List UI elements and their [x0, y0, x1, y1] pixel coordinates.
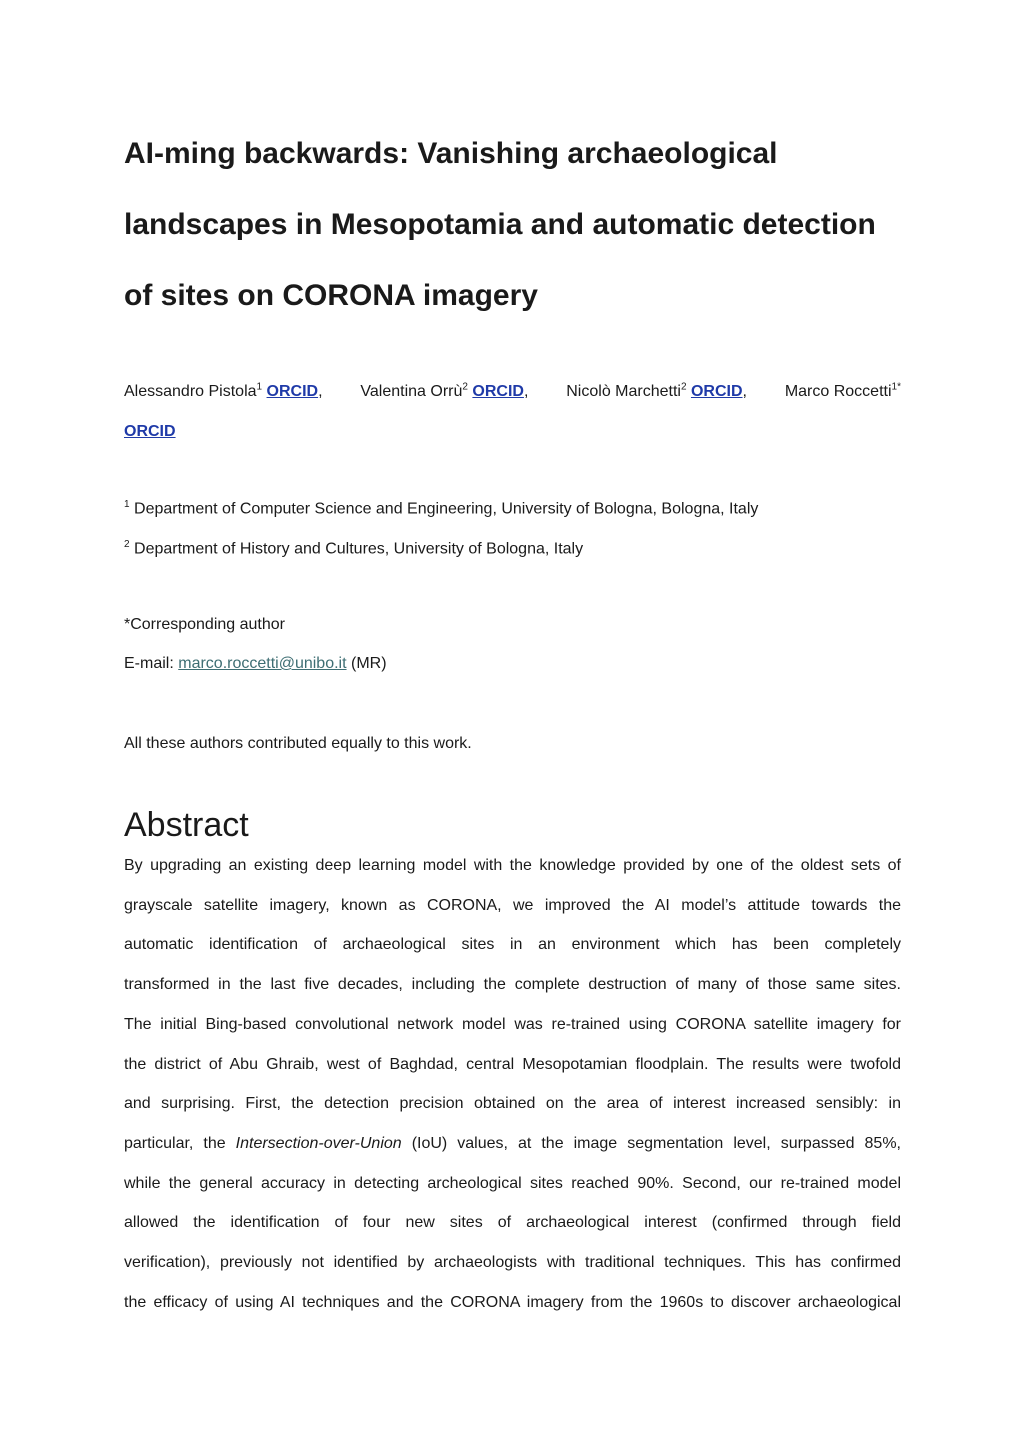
title-line-2: landscapes in Mesopotamia and automatic detection — [124, 208, 876, 241]
title-line-3: of sites on CORONA imagery — [124, 279, 538, 312]
abstract-italic-term: Intersection-over-Union — [235, 1134, 402, 1152]
author-name: Valentina Orrù — [360, 383, 463, 400]
abstract-body — [124, 846, 901, 1322]
author-line-1 — [124, 372, 901, 412]
author-separator: , — [318, 383, 323, 400]
author-4 — [785, 372, 901, 412]
abstract-line: transformed in the last five decades, including the complete destruction of many of those same sites. — [124, 976, 901, 994]
affiliation-sup: 1 — [124, 499, 130, 510]
author-affil-sup: 2 — [680, 381, 687, 393]
abstract-line: automatic identification of archaeological sites in an environment which has been completely — [124, 936, 901, 954]
abstract-text: particular, the — [124, 1134, 236, 1152]
abstract-line: the district of Abu Ghraib, west of Baghdad, central Mesopotamian floodplain. The results were twofold — [124, 1055, 901, 1073]
author-2 — [360, 372, 528, 412]
orcid-link[interactable]: ORCID — [266, 383, 319, 400]
abstract-line — [124, 1124, 901, 1164]
abstract-line: the efficacy of using AI techniques and the CORONA imagery from the 1960s to discover archaeological — [124, 1293, 901, 1311]
author-name: Nicolò Marchetti — [566, 383, 681, 400]
orcid-link[interactable]: ORCID — [690, 383, 743, 400]
author-3 — [566, 372, 747, 412]
abstract-line: The initial Bing-based convolutional network model was re-trained using CORONA satellite imagery for — [124, 1015, 901, 1033]
orcid-link[interactable]: ORCID — [124, 423, 176, 440]
email-suffix: (MR) — [346, 655, 387, 672]
title-line-1: AI-ming backwards: Vanishing archaeological — [124, 137, 778, 170]
abstract-line: grayscale satellite imagery, known as CORONA, we improved the AI model’s attitude towards the — [124, 896, 901, 914]
author-name: Marco Roccetti — [784, 383, 892, 400]
orcid-link[interactable]: ORCID — [472, 383, 524, 400]
author-affil-sup: 1 — [256, 381, 263, 393]
email-link[interactable]: marco.roccetti@unibo.it — [178, 655, 347, 672]
abstract-line: verification), previously not identified by archaeologists with traditional techniques. This has confirmed — [124, 1254, 901, 1272]
author-separator: , — [742, 383, 747, 400]
contribution-note: All these authors contributed equally to this work. — [124, 735, 472, 752]
author-affil-sup: 1* — [891, 381, 901, 393]
author-1 — [124, 372, 323, 412]
email-prefix: E-mail: — [124, 655, 179, 672]
email-line — [124, 654, 387, 674]
abstract-heading: Abstract — [124, 806, 249, 844]
corresponding-author-label: *Corresponding author — [124, 616, 285, 633]
affiliation-text: Department of Computer Science and Engineering, University of Bologna, Bologna, Italy — [134, 500, 759, 518]
author-list — [124, 372, 901, 452]
affiliation-sup: 2 — [124, 539, 130, 550]
abstract-line: allowed the identification of four new sites of archaeological interest (confirmed through field — [124, 1214, 901, 1232]
affiliation-2 — [124, 535, 583, 559]
author-name: Alessandro Pistola — [124, 383, 257, 400]
affiliation-text: Department of History and Cultures, University of Bologna, Italy — [134, 540, 584, 558]
abstract-text: (IoU) values, at the image segmentation level, surpassed 85%, — [401, 1134, 901, 1152]
abstract-line: and surprising. First, the detection precision obtained on the area of interest increased sensibly: in — [124, 1095, 901, 1113]
author-line-2 — [124, 412, 901, 452]
paper-title — [124, 118, 924, 331]
affiliation-1 — [124, 495, 758, 519]
abstract-line: while the general accuracy in detecting archeological sites reached 90%. Second, our re-trained model — [124, 1174, 901, 1192]
abstract-line: By upgrading an existing deep learning model with the knowledge provided by one of the oldest sets of — [124, 857, 901, 874]
author-separator: , — [523, 383, 529, 400]
author-affil-sup: 2 — [462, 381, 468, 393]
